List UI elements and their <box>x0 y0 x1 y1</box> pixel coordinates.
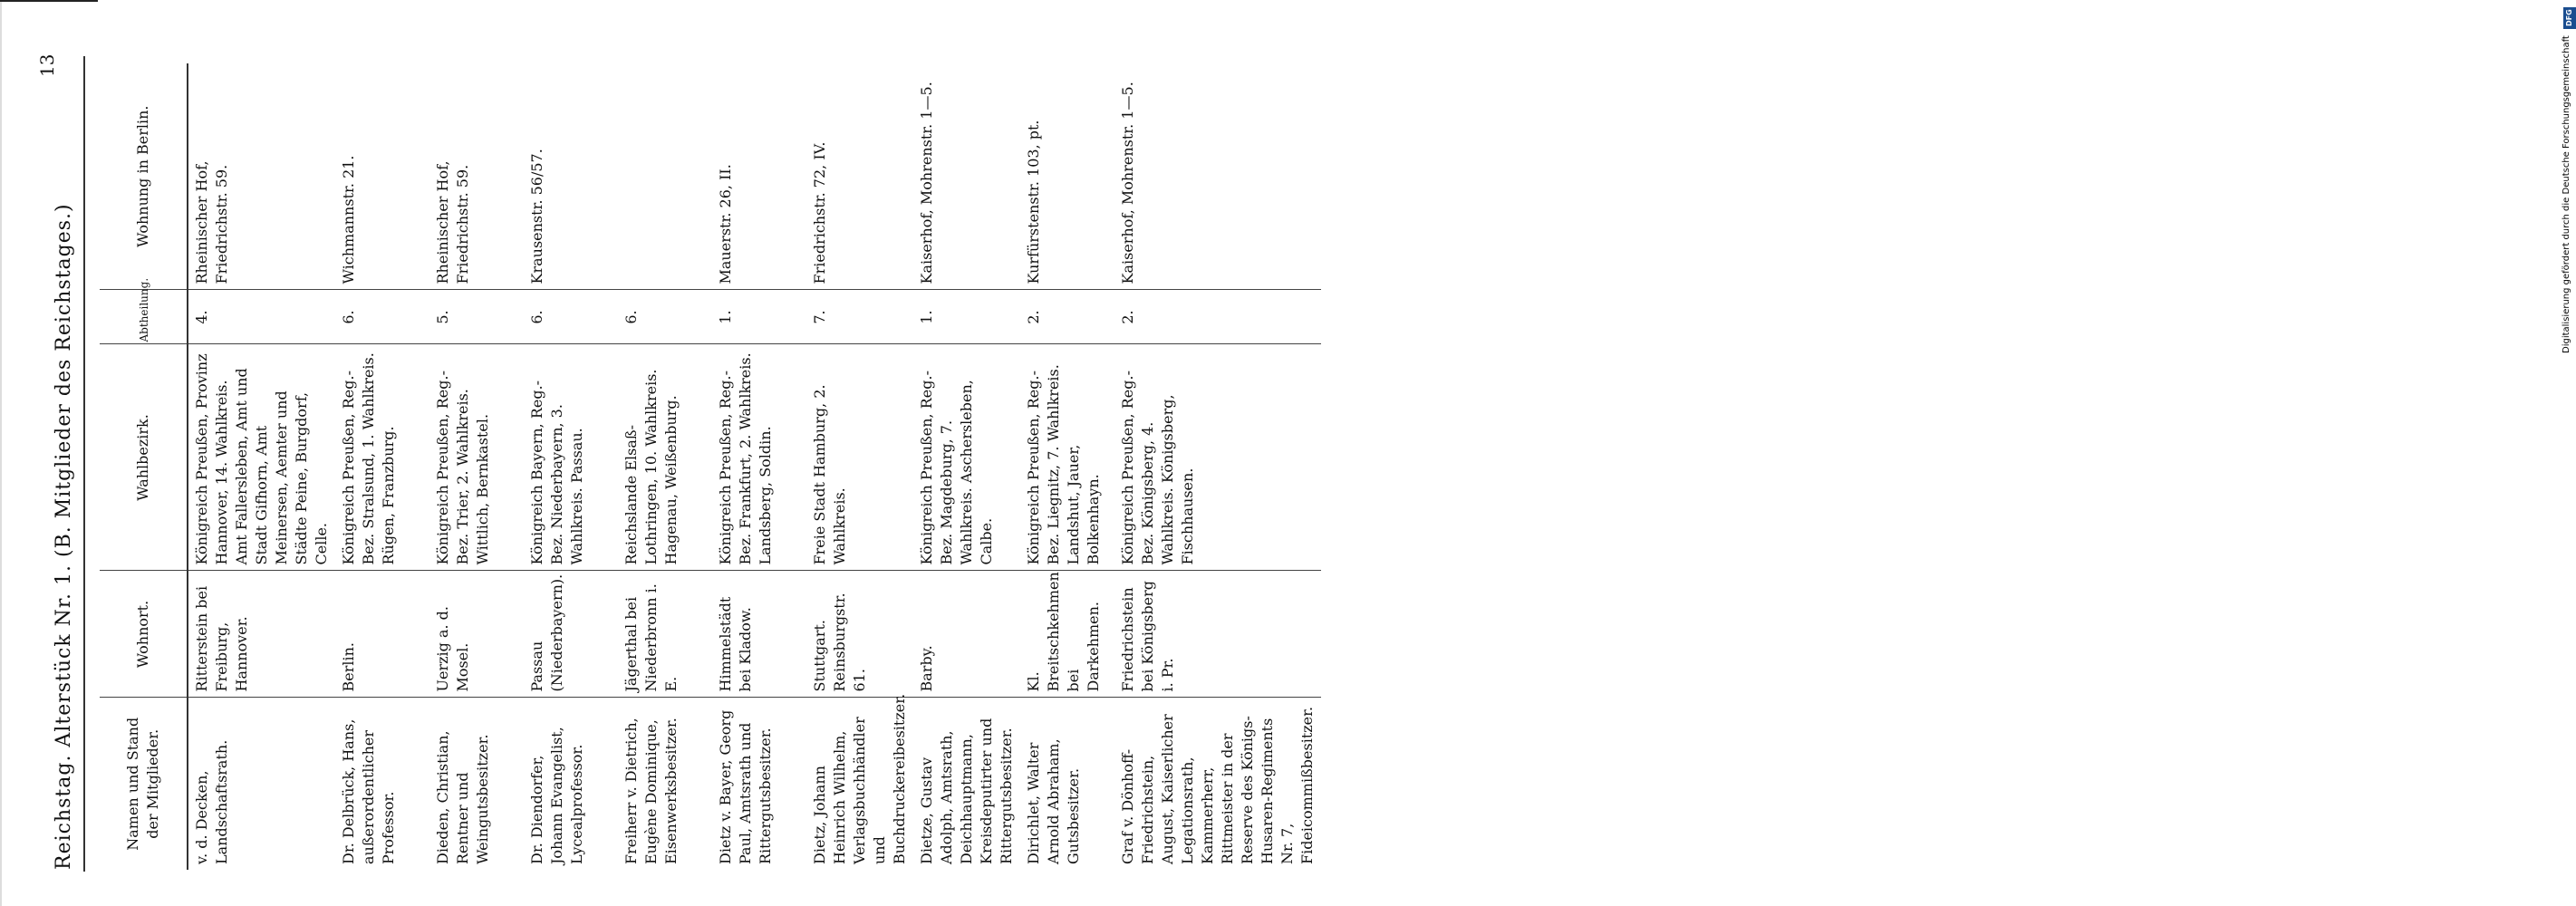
cell-wohnung: Friedrichstr. 72, IV. <box>806 63 913 290</box>
cell-wohnung: Kaiserhof, Mohrenstr. 1—5. <box>1114 63 1321 290</box>
cell-abteilung: 1. <box>913 290 1020 344</box>
cell-wohnort: Berlin. <box>335 571 429 698</box>
cell-name: v. d. Decken, Landschaftsrath. <box>193 739 230 864</box>
cell-abteilung: 6. <box>524 290 618 344</box>
cell-name: Dietz v. Bayer, Georg Paul, Amtsrath und Rittergutsbesitzer. <box>717 709 774 864</box>
cell-wohnort: Barby. <box>913 571 1020 698</box>
table-row <box>913 63 1020 870</box>
cell-wahlbezirk: Königreich Preußen, Reg.-Bez. Stralsund, 1. Wahlkreis. Rügen, Franzburg. <box>335 344 429 571</box>
cell-name: Dr. Diendorfer, Johann Evangelist, Lycealprofessor. <box>528 727 585 864</box>
cell-abteilung: 2. <box>1114 290 1321 344</box>
table-header-row <box>100 63 188 870</box>
cell-wahlbezirk: Königreich Preußen, Reg.-Bez. Königsberg, 4. Wahlkreis. Königsberg, Fischhausen. <box>1114 344 1321 571</box>
cell-wohnort: Kl. Breitschkehmen bei Darkehmen. <box>1020 571 1114 698</box>
cell-wohnort: Stuttgart. Reinsburgstr. 61. <box>806 571 913 698</box>
cell-wohnung: Kurfürstenstr. 103, pt. <box>1020 63 1114 290</box>
cell-wahlbezirk: Königreich Preußen, Reg.-Bez. Frankfurt, 2. Wahlkreis. Landsberg, Soldin. <box>712 344 806 571</box>
table-row <box>712 63 806 870</box>
cell-wohnung: Kaiserhof, Mohrenstr. 1—5. <box>913 63 1020 290</box>
cell-wohnung: Krausenstr. 56/57. <box>524 63 618 290</box>
cell-name: Dietz, Johann Heinrich Wilhelm, Verlagsbuchhändler und Buchdruckereibesitzer. <box>811 693 908 864</box>
dfg-funding-text: Digitalisierung gefördert durch die Deutsche Forschungsgemeinschaft <box>2562 35 2571 353</box>
cell-wahlbezirk: Reichslande Elsaß-Lothringen, 10. Wahlkreis. Hagenau, Weißenburg. <box>618 344 712 571</box>
cell-wohnort: Friedrichstein bei Königsberg i. Pr. <box>1114 571 1321 698</box>
table-row <box>335 63 429 870</box>
column-header-wahlbezirk: Wahlbezirk. <box>100 344 188 571</box>
cell-wahlbezirk: Königreich Bayern, Reg.-Bez. Niederbayern, 3. Wahlkreis. Passau. <box>524 344 618 571</box>
cell-abteilung: 4. <box>188 290 335 344</box>
header-underline <box>83 56 85 872</box>
table-row <box>806 63 913 870</box>
cell-wohnung <box>618 63 712 290</box>
column-header-name: Namen und Stand der Mitglieder. <box>100 698 188 870</box>
cell-wohnort: Uerzig a. d. Mosel. <box>429 571 524 698</box>
cell-wohnung: Wichmannstr. 21. <box>335 63 429 290</box>
cell-wohnort: Jägerthal bei Niederbronn i. E. <box>618 571 712 698</box>
column-header-abteilung: Abtheilung. <box>100 290 188 344</box>
table-row <box>429 63 524 870</box>
cell-abteilung: 7. <box>806 290 913 344</box>
table-row <box>524 63 618 870</box>
table-row <box>618 63 712 870</box>
cell-wohnung: Rheinischer Hof, Friedrichstr. 59. <box>429 63 524 290</box>
column-header-wohnort: Wohnort. <box>100 571 188 698</box>
cell-abteilung: 6. <box>335 290 429 344</box>
cell-name: Graf v. Dönhoff-Friedrichstein, August, Kaiserlicher Legationsrath, Kammerherr, Rittmeister in der Reserve des Königs-Husaren-Regiments Nr. 7, Fideicommißbesitzer. <box>1119 706 1316 864</box>
cell-wohnort: Ritterstein bei Freiburg, Hannover. <box>188 571 335 698</box>
cell-wohnung: Rheinischer Hof, Friedrichstr. 59. <box>188 63 335 290</box>
cell-name: Dr. Delbrück, Hans, außerordentlicher Professor. <box>340 718 397 864</box>
cell-abteilung: 1. <box>712 290 806 344</box>
page-title: Reichstag. Alterstück Nr. 1. (B. Mitglieder des Reichstages.) <box>53 203 75 870</box>
cell-name: Dieden, Christian, Rentner und Weingutsbesitzer. <box>434 730 491 864</box>
cell-wahlbezirk: Königreich Preußen, Reg.-Bez. Liegnitz, 7. Wahlkreis. Landshut, Jauer, Bolkenhayn. <box>1020 344 1114 571</box>
page-number: 13 <box>36 53 58 77</box>
cell-wahlbezirk: Königreich Preußen, Reg.-Bez. Magdeburg, 7. Wahlkreis. Aschersleben, Calbe. <box>913 344 1020 571</box>
table-row <box>1020 63 1114 870</box>
cell-wahlbezirk: Königreich Preußen, Provinz Hannover, 14. Wahlkreis. Amt Fallersleben, Amt und Stadt Gifhorn, Amt Meinersen, Aemter und Städte Peine, Burgdorf, Celle. <box>188 344 335 571</box>
dfg-logo: DFG <box>2563 7 2576 29</box>
page-header <box>0 0 100 906</box>
cell-wohnort: Himmelstädt bei Kladow. <box>712 571 806 698</box>
cell-name: Freiherr v. Dietrich, Eugène Dominique, Eisenwerksbesitzer. <box>622 718 680 864</box>
cell-abteilung: 2. <box>1020 290 1114 344</box>
column-header-wohnung: Wohnung in Berlin. <box>100 63 188 290</box>
cell-name: Dietze, Gustav Adolph, Amtsrath, Deichhauptmann, Kreisdeputirter und Rittergutsbesitzer. <box>918 718 1015 864</box>
cell-abteilung: 5. <box>429 290 524 344</box>
dfg-side-note <box>1280 0 2573 906</box>
cell-name: Dirichlet, Walter Arnold Abraham, Gutsbesitzer. <box>1025 738 1082 864</box>
cell-abteilung: 6. <box>618 290 712 344</box>
cell-wahlbezirk: Königreich Preußen, Reg.-Bez. Trier, 2. Wahlkreis. Wittlich, Bernkastel. <box>429 344 524 571</box>
cell-wohnort: Passau (Niederbayern). <box>524 571 618 698</box>
table-row <box>188 63 335 870</box>
cell-wahlbezirk: Freie Stadt Hamburg, 2. Wahlkreis. <box>806 344 913 571</box>
cell-wohnung: Mauerstr. 26, II. <box>712 63 806 290</box>
members-table <box>100 63 1321 870</box>
